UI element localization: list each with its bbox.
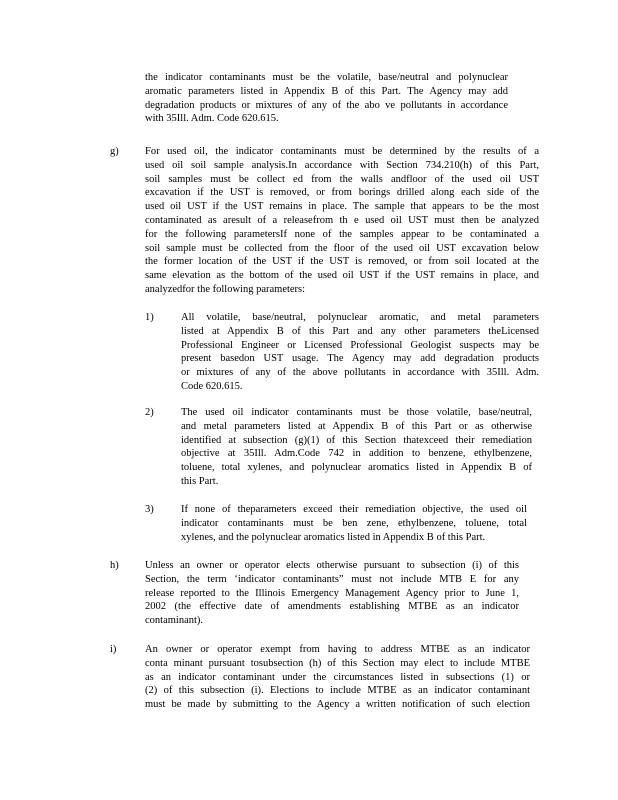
text-line: soil sample must be collected from the floor of the used oil UST excavation below bbox=[145, 242, 539, 254]
text-line: An owner or operator exempt from having to address MTBE as an indicator bbox=[145, 644, 530, 655]
item-label-g2: 2) bbox=[145, 407, 154, 418]
text-line: excavation if the UST is removed, or from borings drilled along each side of the bbox=[145, 187, 539, 199]
item-g3-paragraph bbox=[181, 503, 527, 544]
text-line: used oil UST if the UST remains in place. The sample that appears to be the most bbox=[145, 201, 539, 213]
text-line: objective at 35Ill. Adm.Code 742 in addition to benzene, ethylbenzene, bbox=[181, 448, 532, 460]
item-g2-paragraph bbox=[181, 406, 532, 489]
subsection-label-h: h) bbox=[110, 560, 119, 571]
subsection-label-i: i) bbox=[110, 644, 117, 655]
text-line: 2002 (the effective date of amendments establishing MTBE as an indicator bbox=[145, 601, 519, 613]
text-line: and metal parameters listed at Appendix B of this Part or as otherwise bbox=[181, 420, 532, 432]
text-line: analyzedfor the following parameters: bbox=[145, 283, 306, 295]
intro-paragraph bbox=[145, 71, 508, 126]
text-line: the indicator contaminants must be the volatile, base/neutral and polynuclear bbox=[145, 72, 508, 83]
text-line: as an indicator contaminant under the circumstances listed in subsections (1) or bbox=[145, 671, 530, 683]
text-line: contaminated as aresult of a releasefrom th e used oil UST must then be analyzed bbox=[145, 214, 539, 226]
text-line: The used oil indicator contaminants must be those volatile, base/neutral, bbox=[181, 407, 532, 418]
text-line: soil samples must be collect ed from the walls andfloor of the used oil UST bbox=[145, 173, 539, 185]
text-line: For used oil, the indicator contaminants must be determined by the results of a bbox=[145, 146, 539, 157]
text-line: same elevation as the bottom of the used oil UST if the UST remains in place, and bbox=[145, 270, 539, 282]
text-line: this Part. bbox=[181, 475, 219, 487]
text-line: release reported to the Illinois Emergency Management Agency prior to June 1, bbox=[145, 587, 519, 599]
text-line: (2) of this subsection (i). Elections to include MTBE as an indicator contaminant bbox=[145, 685, 530, 697]
item-label-g3: 3) bbox=[145, 504, 154, 515]
text-line: If none of theparameters exceed their remediation objective, the used oil bbox=[181, 504, 527, 515]
text-line: identified at subsection (g)(1) of this Section thatexceed their remediation bbox=[181, 434, 532, 446]
text-line: or mixtures of any of the above pollutants in accordance with 35Ill. Adm. bbox=[181, 367, 539, 379]
text-line: conta minant pursuant tosubsection (h) of this Section may elect to include MTBE bbox=[145, 657, 530, 669]
subsection-h-paragraph bbox=[145, 559, 519, 628]
subsection-i-paragraph bbox=[145, 643, 530, 712]
text-line: degradation products or mixtures of any of the abo ve pollutants in accordance bbox=[145, 99, 508, 111]
text-line: aromatic parameters listed in Appendix B of this Part. The Agency may add bbox=[145, 85, 508, 97]
text-line: must be made by submitting to the Agency a written notification of such election bbox=[145, 699, 530, 711]
text-line: All volatile, base/neutral, polynuclear aromatic, and metal parameters bbox=[181, 312, 539, 323]
text-line: the former location of the UST if the UST is removed, or from soil located at the bbox=[145, 256, 539, 268]
text-line: contaminant). bbox=[145, 615, 204, 627]
text-line: Section, the term ‘indicator contaminants” must not include MTB E for any bbox=[145, 573, 519, 585]
text-line: indicator contaminants must be ben zene, ethylbenzene, toluene, total bbox=[181, 517, 527, 529]
subsection-g-paragraph bbox=[145, 145, 539, 297]
text-line: listed at Appendix B of this Part and any other parameters theLicensed bbox=[181, 325, 539, 337]
text-line: Professional Engineer or Licensed Professional Geologist suspects may be bbox=[181, 339, 539, 351]
text-line: Unless an owner or operator elects otherwise pursuant to subsection (i) of this bbox=[145, 560, 519, 571]
text-line: used oil soil sample analysis.In accordance with Section 734.210(h) of this Part, bbox=[145, 159, 539, 171]
subsection-label-g: g) bbox=[110, 146, 119, 157]
text-line: with 35Ill. Adm. Code 620.615. bbox=[145, 113, 279, 125]
text-line: for the following parametersIf none of the samples appear to be contaminated a bbox=[145, 228, 539, 240]
item-label-g1: 1) bbox=[145, 312, 154, 323]
item-g1-paragraph bbox=[181, 311, 539, 394]
text-line: present basedon UST usage. The Agency may add degradation products bbox=[181, 353, 539, 365]
text-line: xylenes, and the polynuclear aromatics listed in Appendix B of this Part. bbox=[181, 531, 486, 543]
text-line: Code 620.615. bbox=[181, 380, 243, 392]
text-line: toluene, total xylenes, and polynuclear aromatics listed in Appendix B of bbox=[181, 462, 532, 474]
